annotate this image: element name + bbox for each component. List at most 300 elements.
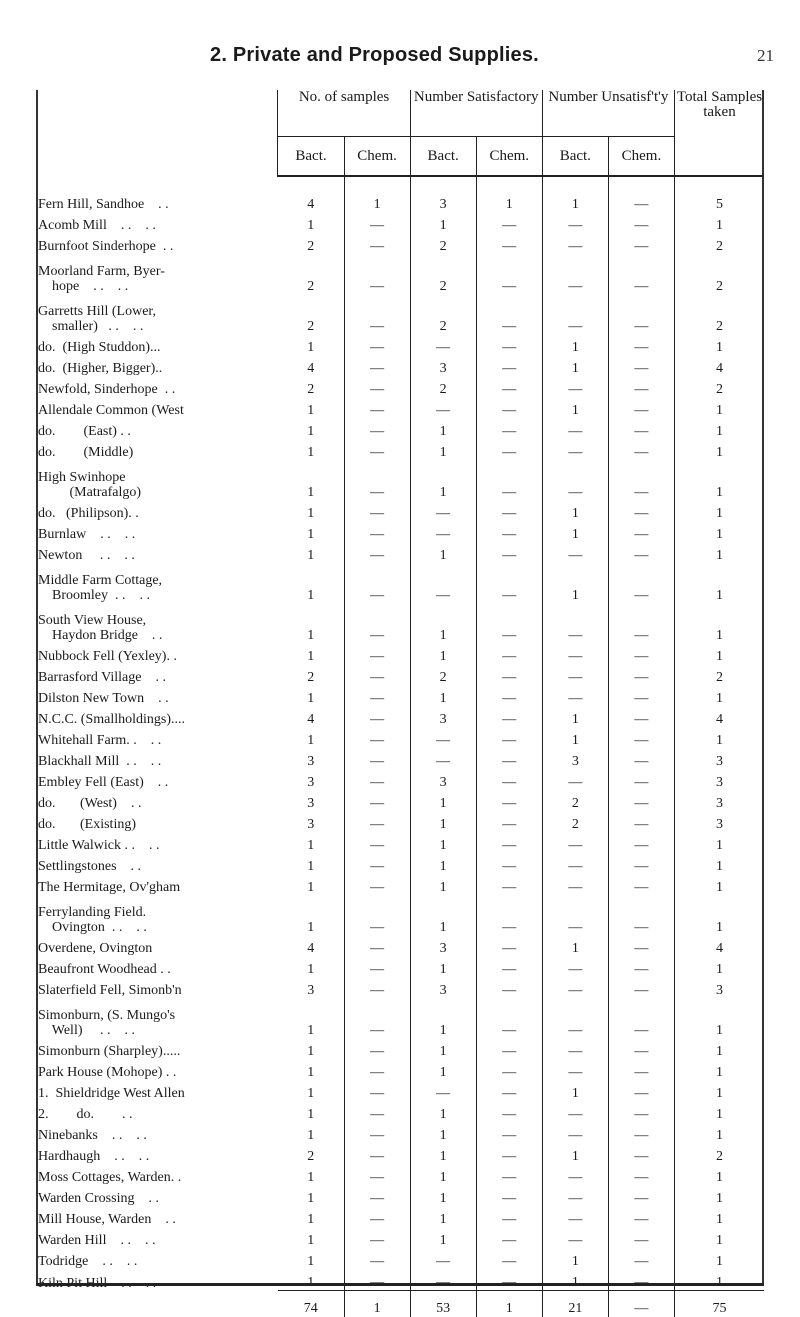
table-cell: — (476, 233, 542, 254)
table-cell: 1 (542, 521, 608, 542)
table-cell: 1 (674, 832, 764, 853)
table-cell: — (608, 874, 674, 895)
table-cell: 1 (674, 563, 764, 603)
table-cell: — (608, 811, 674, 832)
water-samples-table (36, 90, 764, 1317)
table-cell: — (608, 727, 674, 748)
table-cell (410, 1269, 476, 1291)
total-cell: 53 (410, 1291, 476, 1317)
table-row (36, 1038, 764, 1059)
table-cell: — (344, 748, 410, 769)
chem-header: Chem. (476, 137, 542, 177)
table-cell: — (344, 397, 410, 418)
bact-header: Bact. (410, 137, 476, 177)
table-cell: 1 (476, 191, 542, 212)
table-cell: — (608, 1248, 674, 1269)
table-cell: — (476, 397, 542, 418)
supply-name: Ninebanks . . . . (36, 1122, 278, 1143)
supply-name: Simonburn, (S. Mungo's Well) . . . . (36, 998, 278, 1038)
table-cell: — (608, 254, 674, 294)
table-cell: 3 (674, 811, 764, 832)
table-cell: — (476, 376, 542, 397)
table-cell: — (344, 977, 410, 998)
table-cell: — (344, 998, 410, 1038)
table-cell: — (608, 1080, 674, 1101)
table-row (36, 1059, 764, 1080)
supply-name: Embley Fell (East) . . (36, 769, 278, 790)
table-cell: 1 (278, 521, 344, 542)
supply-name: Dilston New Town . . (36, 685, 278, 706)
table-row (36, 706, 764, 727)
table-cell: 2 (674, 233, 764, 254)
table-cell: — (542, 1185, 608, 1206)
table-cell: 2 (278, 1143, 344, 1164)
table-cell: — (608, 334, 674, 355)
table-cell: 1 (278, 563, 344, 603)
table-cell: 1 (542, 1080, 608, 1101)
supply-name: Hardhaugh . . . . (36, 1143, 278, 1164)
table-cell: 1 (278, 727, 344, 748)
table-cell: — (608, 935, 674, 956)
table-cell: — (542, 460, 608, 500)
table-cell: — (608, 439, 674, 460)
table-cell: 1 (410, 460, 476, 500)
table-cell: 2 (542, 790, 608, 811)
table-cell: 1 (278, 1059, 344, 1080)
table-cell: — (410, 500, 476, 521)
table-cell: — (608, 521, 674, 542)
table-cell: — (476, 1038, 542, 1059)
table-row (36, 1248, 764, 1269)
table-row (36, 1080, 764, 1101)
table-cell: 1 (674, 1248, 764, 1269)
table-cell: 1 (278, 895, 344, 935)
table-cell: — (476, 334, 542, 355)
table-cell: — (344, 643, 410, 664)
table-cell: — (542, 542, 608, 563)
table-row (36, 1185, 764, 1206)
table-cell: — (476, 254, 542, 294)
supply-name: Newfold, Sinderhope . . (36, 376, 278, 397)
table-cell: 1 (674, 397, 764, 418)
supply-name: Nubbock Fell (Yexley). . (36, 643, 278, 664)
table-cell: — (542, 664, 608, 685)
supply-name: Middle Farm Cottage, Broomley . . . . (36, 563, 278, 603)
table-row (36, 874, 764, 895)
table-cell: 4 (674, 355, 764, 376)
supply-name (36, 1269, 278, 1291)
table-cell: — (476, 998, 542, 1038)
supply-name: Burnfoot Sinderhope . . (36, 233, 278, 254)
table-cell: 1 (410, 853, 476, 874)
table-row (36, 727, 764, 748)
table-cell (278, 1269, 344, 1291)
table-cell (344, 1269, 410, 1291)
table-cell: 1 (278, 1038, 344, 1059)
table-cell: — (476, 1101, 542, 1122)
table-cell: — (608, 397, 674, 418)
table-cell: 1 (674, 956, 764, 977)
supply-name: Blackhall Mill . . . . (36, 748, 278, 769)
table-row (36, 191, 764, 212)
table-cell: — (608, 233, 674, 254)
table-cell: — (344, 1059, 410, 1080)
table-cell: — (542, 643, 608, 664)
table-cell: 3 (410, 977, 476, 998)
table-cell: 1 (278, 1227, 344, 1248)
table-cell: 1 (542, 355, 608, 376)
table-row (36, 998, 764, 1038)
table-cell: 4 (674, 706, 764, 727)
table-cell: 1 (410, 1164, 476, 1185)
total-cell: 1 (476, 1291, 542, 1317)
table-row (36, 790, 764, 811)
table-cell: — (344, 706, 410, 727)
table-cell: — (344, 664, 410, 685)
table-cell: 1 (542, 706, 608, 727)
table-cell: 1 (674, 542, 764, 563)
table-cell: — (608, 895, 674, 935)
table-cell: 3 (542, 748, 608, 769)
table-cell: 1 (410, 956, 476, 977)
table-cell: — (476, 1248, 542, 1269)
supply-name: Beaufront Woodhead . . (36, 956, 278, 977)
table-cell: — (476, 832, 542, 853)
table-cell: 1 (278, 603, 344, 643)
supply-name: Warden Hill . . . . (36, 1227, 278, 1248)
table-cell: 1 (410, 542, 476, 563)
table-cell: 1 (278, 542, 344, 563)
table-cell: 2 (674, 1143, 764, 1164)
table-cell: 3 (410, 355, 476, 376)
table-cell: — (542, 294, 608, 334)
table-cell: — (476, 790, 542, 811)
table-cell: 2 (410, 233, 476, 254)
table-cell: — (542, 895, 608, 935)
table-cell: — (344, 1185, 410, 1206)
table-cell: 1 (410, 790, 476, 811)
table-cell: 1 (410, 418, 476, 439)
chem-header: Chem. (344, 137, 410, 177)
table-cell: 1 (410, 1185, 476, 1206)
table-cell: 1 (674, 727, 764, 748)
supply-name: 2. do. . . (36, 1101, 278, 1122)
table-cell: 2 (674, 664, 764, 685)
table-cell: — (476, 1227, 542, 1248)
table-cell: — (608, 1143, 674, 1164)
table-cell: — (608, 706, 674, 727)
supply-name: Slaterfield Fell, Simonb'n (36, 977, 278, 998)
table-cell: — (608, 1038, 674, 1059)
table-cell: 1 (674, 895, 764, 935)
table-cell: 3 (278, 811, 344, 832)
table-cell: — (608, 355, 674, 376)
table-cell: 1 (278, 397, 344, 418)
table-cell: — (476, 643, 542, 664)
table-row (36, 233, 764, 254)
table-cell: — (476, 956, 542, 977)
supply-column-header (36, 90, 278, 176)
table-cell: — (410, 334, 476, 355)
table-cell: — (344, 1038, 410, 1059)
table-cell: — (608, 1164, 674, 1185)
page-title: 2. Private and Proposed Supplies. (210, 44, 539, 67)
table-cell: — (410, 1080, 476, 1101)
table-cell: — (542, 1059, 608, 1080)
table-cell: — (344, 521, 410, 542)
table-cell: — (476, 1122, 542, 1143)
table-row (36, 811, 764, 832)
table-cell: — (410, 521, 476, 542)
table-cell: — (542, 832, 608, 853)
table-cell: — (542, 254, 608, 294)
table-row (36, 254, 764, 294)
table-cell: — (476, 935, 542, 956)
table-cell: — (344, 769, 410, 790)
table-row (36, 500, 764, 521)
table-cell: 1 (542, 334, 608, 355)
table-cell: 1 (410, 998, 476, 1038)
table-cell: — (608, 998, 674, 1038)
table-cell: 1 (278, 1122, 344, 1143)
table-cell: — (344, 376, 410, 397)
table-cell: — (344, 1248, 410, 1269)
table-cell: 1 (674, 334, 764, 355)
supply-name: Warden Crossing . . (36, 1185, 278, 1206)
table-cell: 1 (542, 1143, 608, 1164)
table-row (36, 664, 764, 685)
table-cell: — (344, 685, 410, 706)
table-cell: — (608, 685, 674, 706)
table-row (36, 935, 764, 956)
supply-name: Acomb Mill . . . . (36, 212, 278, 233)
table-cell: — (608, 853, 674, 874)
table-cell: — (344, 727, 410, 748)
supply-name: South View House, Haydon Bridge . . (36, 603, 278, 643)
table-cell: — (608, 542, 674, 563)
table-cell: 1 (278, 334, 344, 355)
table-cell: 2 (278, 254, 344, 294)
table-cell (542, 1269, 608, 1291)
table-cell: 3 (278, 748, 344, 769)
table-cell: 4 (278, 191, 344, 212)
table-cell: — (476, 706, 542, 727)
table-row (36, 603, 764, 643)
table-cell: — (410, 748, 476, 769)
table-row (36, 355, 764, 376)
table-row (36, 439, 764, 460)
table-cell: 1 (674, 1080, 764, 1101)
table-cell: 2 (410, 664, 476, 685)
table-cell: 1 (410, 1101, 476, 1122)
table-cell: — (476, 748, 542, 769)
table-cell: — (476, 212, 542, 233)
table-cell: 1 (278, 418, 344, 439)
table-cell: 4 (278, 355, 344, 376)
table-cell: — (542, 874, 608, 895)
table-cell: — (476, 460, 542, 500)
table-cell: 1 (278, 956, 344, 977)
table-row (36, 1122, 764, 1143)
table-cell: — (344, 956, 410, 977)
table-cell: 1 (674, 1206, 764, 1227)
table-cell: — (344, 294, 410, 334)
table-cell: 1 (410, 1122, 476, 1143)
table-cell: 1 (278, 998, 344, 1038)
table-cell: — (344, 334, 410, 355)
total-cell: 75 (674, 1291, 764, 1317)
table-cell: 1 (542, 1248, 608, 1269)
table-cell: — (542, 1101, 608, 1122)
table-cell (608, 1269, 674, 1291)
table-cell: — (608, 191, 674, 212)
table-cell: 3 (674, 748, 764, 769)
total-cell: — (608, 1291, 674, 1317)
table-cell: 1 (278, 1164, 344, 1185)
table-row (36, 853, 764, 874)
table-cell: — (608, 1185, 674, 1206)
table-cell: 1 (278, 832, 344, 853)
table-cell: — (476, 664, 542, 685)
table-cell: 2 (410, 254, 476, 294)
table-cell: 5 (674, 191, 764, 212)
table-cell: 1 (410, 1038, 476, 1059)
table-cell: 1 (674, 500, 764, 521)
table-cell: — (476, 439, 542, 460)
table-cell: — (608, 1059, 674, 1080)
samples-header: No. of samples (278, 90, 410, 137)
table-cell: 4 (278, 935, 344, 956)
supply-name: Moss Cottages, Warden. . (36, 1164, 278, 1185)
table-row (36, 685, 764, 706)
table-cell: — (608, 1227, 674, 1248)
table-cell: — (608, 603, 674, 643)
table-cell: 1 (278, 853, 344, 874)
table-cell: — (476, 563, 542, 603)
table-cell: — (608, 1206, 674, 1227)
table-cell: 2 (410, 294, 476, 334)
table-cell: — (542, 1122, 608, 1143)
table-cell: 3 (410, 935, 476, 956)
table-row (36, 1206, 764, 1227)
total-cell: 74 (278, 1291, 344, 1317)
table-cell: — (476, 853, 542, 874)
table-cell: — (542, 212, 608, 233)
table-cell: 1 (542, 191, 608, 212)
table-cell: — (344, 439, 410, 460)
table-cell: — (476, 355, 542, 376)
table-cell: 1 (674, 603, 764, 643)
table-cell: — (476, 874, 542, 895)
table-cell: 1 (674, 418, 764, 439)
table-cell: — (542, 1206, 608, 1227)
table-cell: 3 (410, 706, 476, 727)
table-cell: — (476, 727, 542, 748)
table-cell: 1 (278, 874, 344, 895)
table-cell: — (476, 542, 542, 563)
table-row (36, 334, 764, 355)
total-samples-header: Total Samples taken (674, 90, 764, 176)
table-cell: — (476, 500, 542, 521)
table-cell: 1 (278, 1248, 344, 1269)
table-cell: 1 (542, 935, 608, 956)
table-row (36, 521, 764, 542)
supply-name: Newton . . . . (36, 542, 278, 563)
table-cell: — (542, 418, 608, 439)
supply-name: Barrasford Village . . (36, 664, 278, 685)
table-cell: — (344, 853, 410, 874)
table-cell: 4 (278, 706, 344, 727)
table-cell: — (476, 685, 542, 706)
table-row (36, 376, 764, 397)
table-cell: — (608, 418, 674, 439)
table-cell: — (344, 1206, 410, 1227)
page-header (0, 0, 800, 75)
table-cell: 1 (410, 603, 476, 643)
table-cell: 1 (278, 460, 344, 500)
table-cell: 3 (410, 191, 476, 212)
table-cell: 3 (674, 769, 764, 790)
supply-name: do. (Higher, Bigger).. (36, 355, 278, 376)
table-cell: 1 (674, 1164, 764, 1185)
table-cell: — (608, 294, 674, 334)
table-row (36, 769, 764, 790)
table-cell: 1 (410, 1206, 476, 1227)
unsatisfactory-header: Number Unsatisf't'y (542, 90, 674, 137)
table-cell: — (344, 233, 410, 254)
table-row (36, 212, 764, 233)
table-cell: 1 (674, 874, 764, 895)
table-row (36, 397, 764, 418)
table-cell: 1 (674, 460, 764, 500)
table-cell: — (608, 664, 674, 685)
supply-name: Whitehall Farm. . . . (36, 727, 278, 748)
table-cell: 1 (410, 1227, 476, 1248)
table-cell: — (608, 500, 674, 521)
table-cell: 2 (674, 376, 764, 397)
table-cell: 2 (410, 376, 476, 397)
table-cell: — (476, 521, 542, 542)
table-cell: — (344, 811, 410, 832)
table-cell: — (476, 977, 542, 998)
table-cell: — (608, 460, 674, 500)
supply-name: The Hermitage, Ov'gham (36, 874, 278, 895)
table-cell: 1 (278, 439, 344, 460)
table-row (36, 418, 764, 439)
table-cell: 1 (410, 643, 476, 664)
table-cell: — (344, 460, 410, 500)
table-cell: — (608, 956, 674, 977)
table-cell: 1 (278, 500, 344, 521)
supply-name: do. (Philipson). . (36, 500, 278, 521)
table-cell: 1 (674, 1038, 764, 1059)
table-cell: — (476, 1080, 542, 1101)
table-row (36, 1164, 764, 1185)
table-cell: — (344, 355, 410, 376)
supply-name: High Swinhope (Matrafalgo) (36, 460, 278, 500)
table-row (36, 542, 764, 563)
supply-name: Park House (Mohope) . . (36, 1059, 278, 1080)
table-cell: — (410, 727, 476, 748)
table-cell: 1 (542, 563, 608, 603)
table-cell: 3 (410, 769, 476, 790)
total-cell: 21 (542, 1291, 608, 1317)
table-cell: — (476, 1143, 542, 1164)
table-body (36, 176, 764, 1317)
table-cell: 1 (674, 439, 764, 460)
table-cell: — (542, 998, 608, 1038)
table-cell: 2 (278, 664, 344, 685)
